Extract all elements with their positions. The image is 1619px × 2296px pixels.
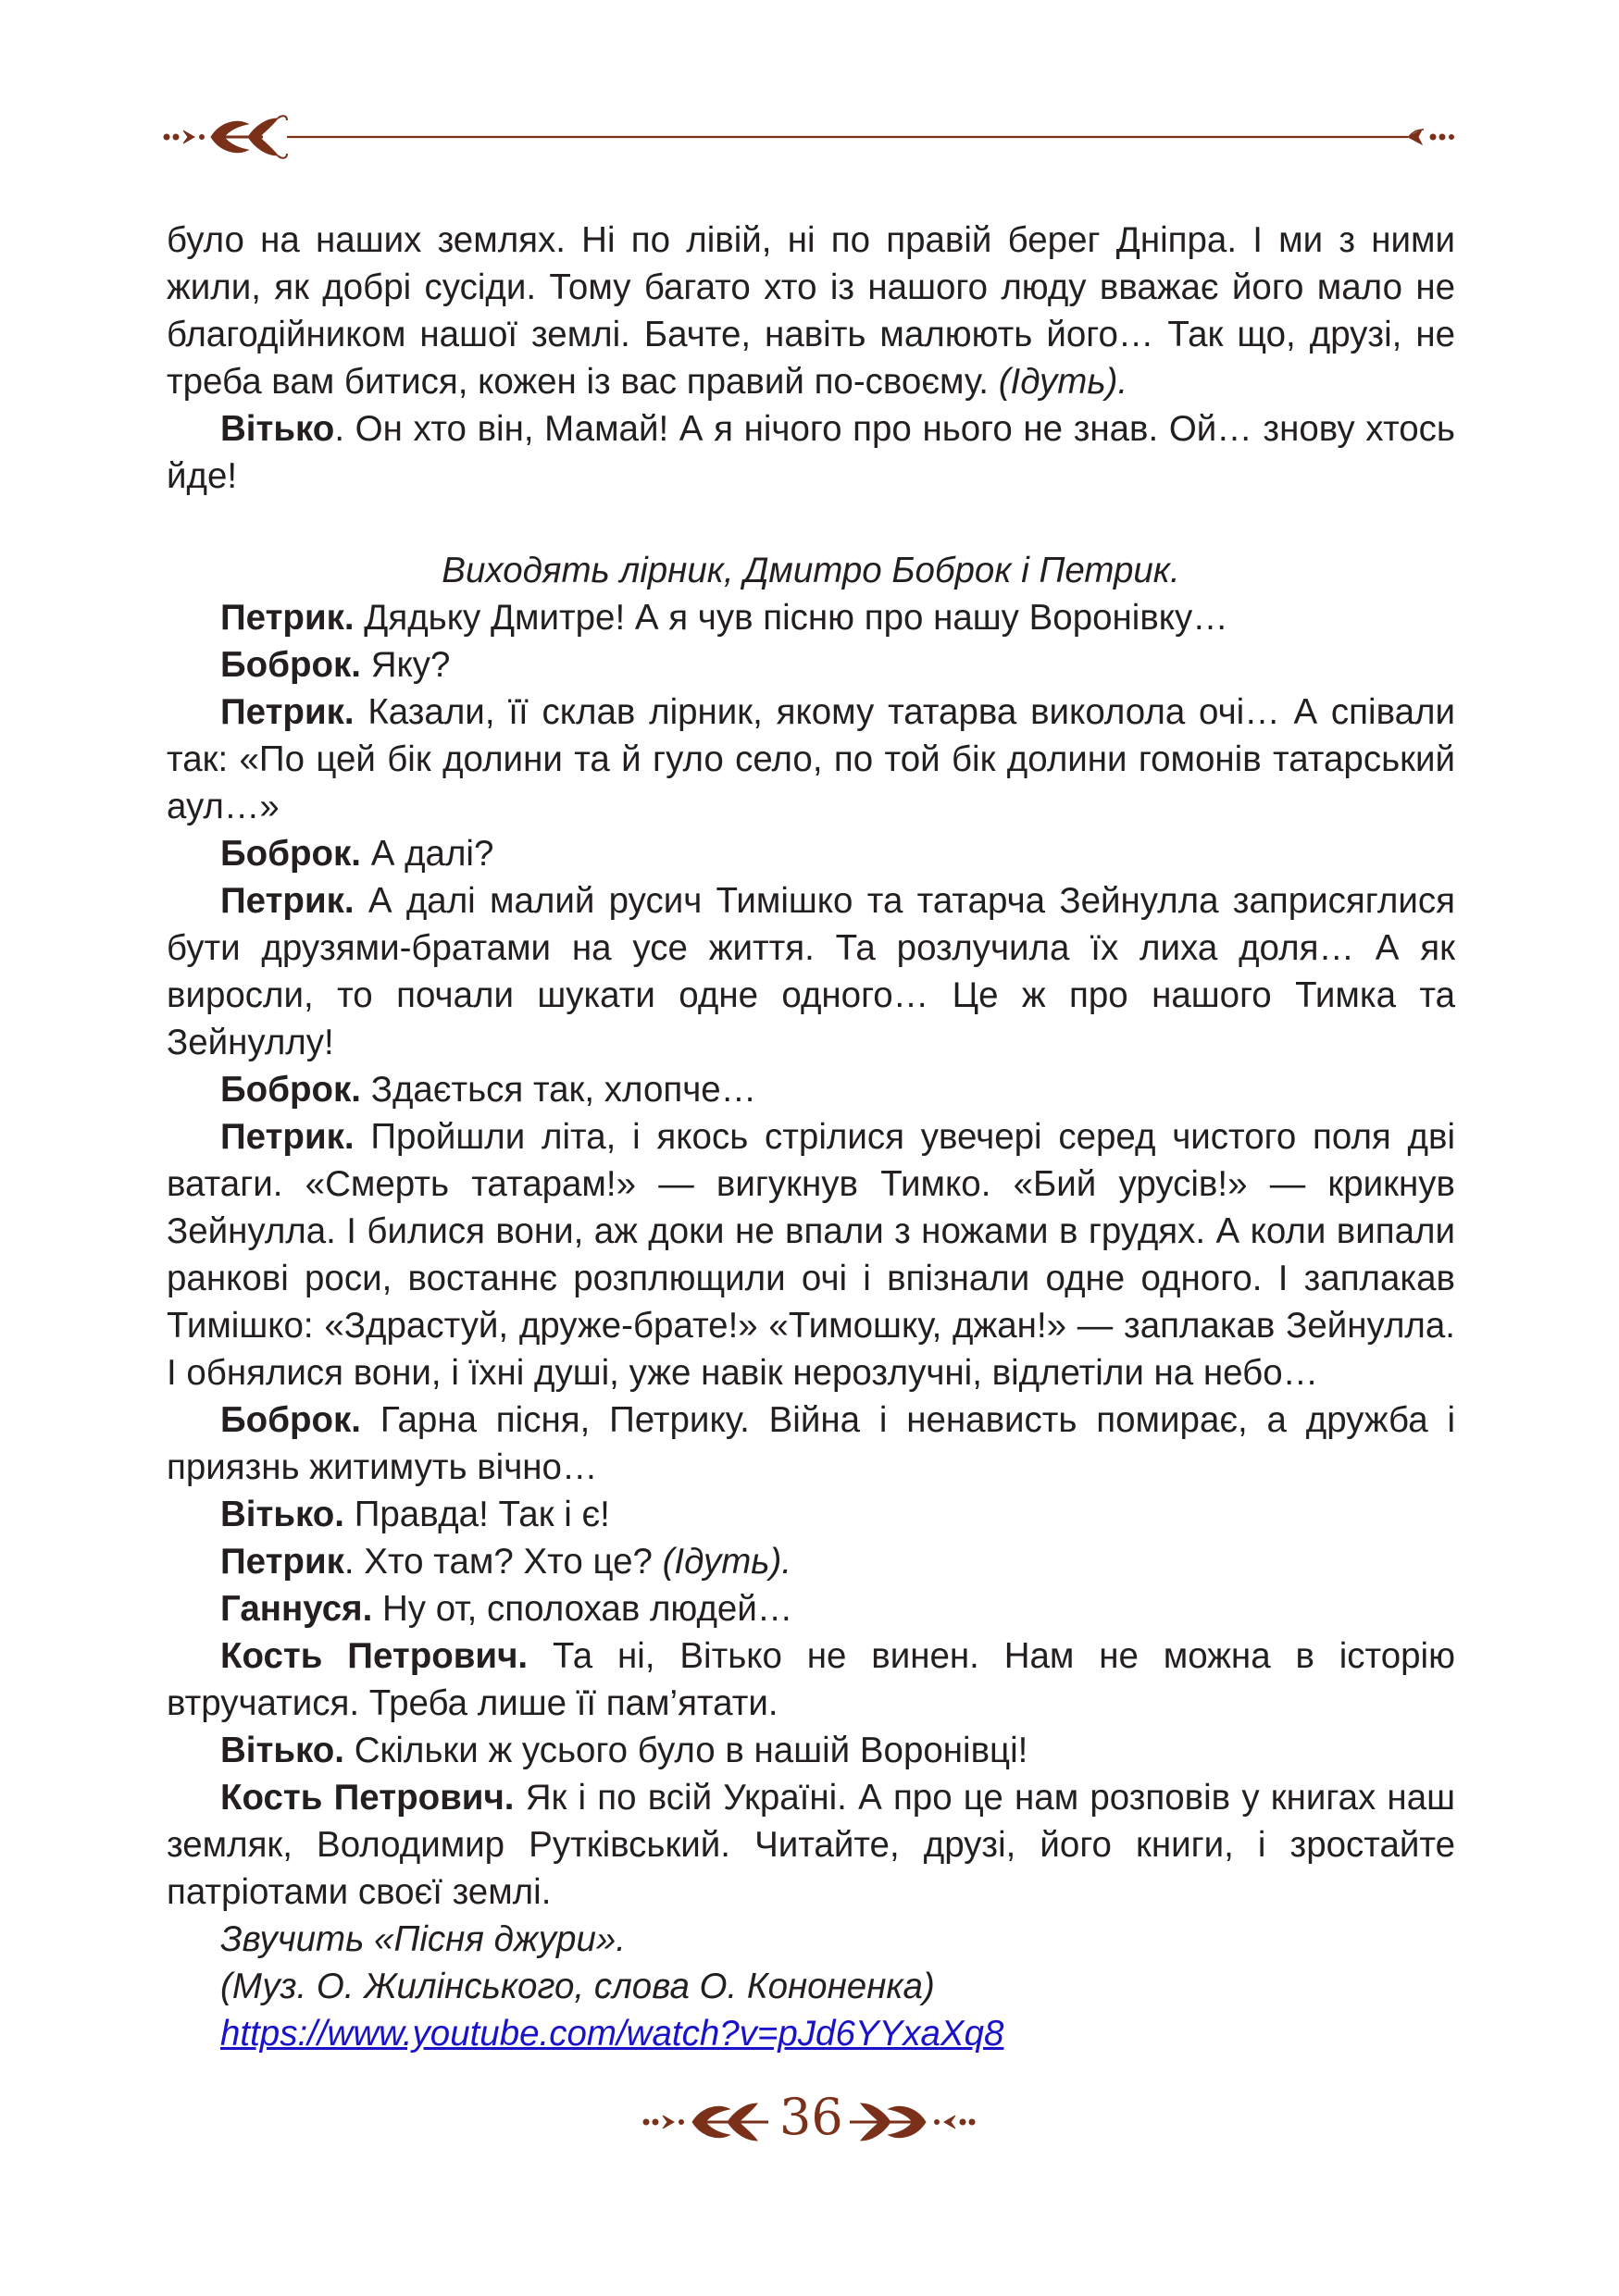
separator [355, 881, 368, 921]
dialogue-line [167, 1491, 1455, 1538]
separator [355, 598, 365, 638]
dialogue-text: Яку? [370, 645, 451, 685]
floral-ornament-icon [163, 109, 1459, 165]
separator [361, 834, 371, 874]
dialogue-text: А далі малий русич Тимішко та татарча Зейнулла заприсяглися бути друзями-братами на усе життя. Та розлучила їх лиха доля… А як виросли, то почали шукати одне одного… Це ж про нашого Тимка та Зейнуллу! [167, 881, 1455, 1062]
speaker-name: Вітько. [220, 1731, 344, 1770]
speaker-name: Кость Петрович. [220, 1636, 529, 1676]
dialogue-line [167, 1113, 1455, 1396]
speaker-name: Боброк. [220, 1400, 361, 1440]
speaker-name: Петрик. [220, 1117, 355, 1157]
speaker-name: Кость Петрович. [220, 1778, 515, 1818]
speaker-name: Боброк. [220, 1070, 361, 1110]
speaker-name: Петрик. [220, 692, 355, 732]
dialogue-line [167, 1538, 1455, 1585]
stage-direction: (Ідуть). [662, 1542, 792, 1582]
separator [355, 692, 368, 732]
dialogue-line [167, 1585, 1455, 1632]
credit-line: (Муз. О. Жилінського, слова О. Кононенка) [220, 1967, 935, 2006]
dialogue-text: Як і по всій Україні. А про це нам розповів у книгах наш земляк, Володимир Рутківський. Читайте, друзі, його книги, і зростайте патріотами своєї землі. [167, 1778, 1455, 1912]
dialogue-text: Гарна пісня, Петрику. Війна і ненависть помирає, а дружба і приязнь житимуть вічно… [167, 1400, 1455, 1487]
video-link[interactable]: https://www.youtube.com/watch?v=pJd6YYxaXq8 [220, 2014, 1004, 2054]
dialogue-text: Хто там? Хто це? [364, 1542, 663, 1582]
speaker-name: Петрик. [220, 598, 355, 638]
separator [528, 1636, 553, 1676]
dialogue-text: А далі? [370, 834, 494, 874]
dialogue-line [167, 641, 1455, 689]
separator [372, 1589, 382, 1629]
dialogue-line [167, 689, 1455, 830]
header-ornament [163, 109, 1459, 165]
song-line: Звучить «Пісня джури». [220, 1919, 626, 1959]
stage-direction-heading: Виходять лірник, Дмитро Боброк і Петрик. [442, 551, 1180, 590]
separator [361, 645, 371, 685]
paragraph-0 [167, 217, 1455, 405]
speaker-name: Боброк. [220, 645, 361, 685]
dialogue-line [167, 1727, 1455, 1774]
dialogue-text: Ну от, сполохав людей… [381, 1589, 793, 1629]
page-footer [0, 2090, 1619, 2154]
dialogue-line [167, 405, 1455, 500]
dialogue-line [167, 1632, 1455, 1727]
page-body [167, 217, 1455, 2057]
spacer [167, 500, 1455, 547]
speaker-name: Петрик. [220, 881, 355, 921]
dialogue-line [167, 1066, 1455, 1113]
separator [355, 1117, 371, 1157]
dialogue-line [167, 1774, 1455, 1916]
dialogue-text: Правда! Так і є! [354, 1495, 610, 1534]
dialogue-text: Пройшли літа, і якось стрілися увечері серед чистого поля дві ватаги. «Смерть татарам!» — вигукнув Тимко. «Бий урусів!» — крикнув Зейнулла. І билися вони, аж доки не впали з ножами в грудях. А коли випали ранкові роси, востаннє розплющили очі і впізнали одне одного. І заплакав Тимішко: «Здрастуй, друже-брате!» «Тимошку, джан!» — заплакав Зейнулла. І обнялися вони, і їхні душі, уже навік нерозлучні, відлетіли на небо… [167, 1117, 1455, 1393]
text-run: було на наших землях. Ні по лівій, ні по правій берег Дніпра. І ми з ними жили, як добрі сусіди. Тому багато хто із нашого люду вважає його мало не благодійником нашої землі. Бачте, навіть малюють його… Так що, друзі, не треба вам битися, кожен із вас правий по-своєму. [167, 220, 1455, 402]
stage-direction: (Ідуть). [998, 362, 1128, 402]
dialogue-line [167, 1396, 1455, 1491]
separator: . [334, 409, 355, 449]
dialogue-text: Скільки ж усього було в нашій Воронівці! [354, 1731, 1028, 1770]
dialogue-text: Здається так, хлопче… [370, 1070, 757, 1110]
speaker-name: Вітько. [220, 1495, 344, 1534]
page-number: 36 [779, 2088, 843, 2146]
dialogue-text: Он хто він, Мамай! А я нічого про нього не знав. Ой… знову хтось йде! [167, 409, 1455, 496]
dialogue-text: Дядьку Дмитре! А я чув пісню про нашу Воронівку… [364, 598, 1228, 638]
video-link-line [167, 2010, 1455, 2057]
separator [515, 1778, 526, 1818]
dialogue-line [167, 830, 1455, 877]
speaker-name: Ганнуся. [220, 1589, 373, 1629]
dialogue-line [167, 594, 1455, 641]
separator [361, 1070, 371, 1110]
separator [344, 1495, 355, 1534]
speaker-name: Петрик [220, 1542, 344, 1582]
separator [344, 1731, 355, 1770]
speaker-name: Боброк. [220, 834, 361, 874]
separator [361, 1400, 380, 1440]
dialogue-text: Та ні, Вітько не винен. Нам не можна в історію втручатися. Треба лише її пам’ятати. [167, 1636, 1455, 1723]
dialogue-line [167, 877, 1455, 1066]
speaker-name: Вітько [220, 409, 335, 449]
separator: . [343, 1542, 365, 1582]
dialogue-text: Казали, її склав лірник, якому татарва виколола очі… А співали так: «По цей бік долини та й гуло село, по той бік долини гомонів татарський аул…» [167, 692, 1455, 826]
